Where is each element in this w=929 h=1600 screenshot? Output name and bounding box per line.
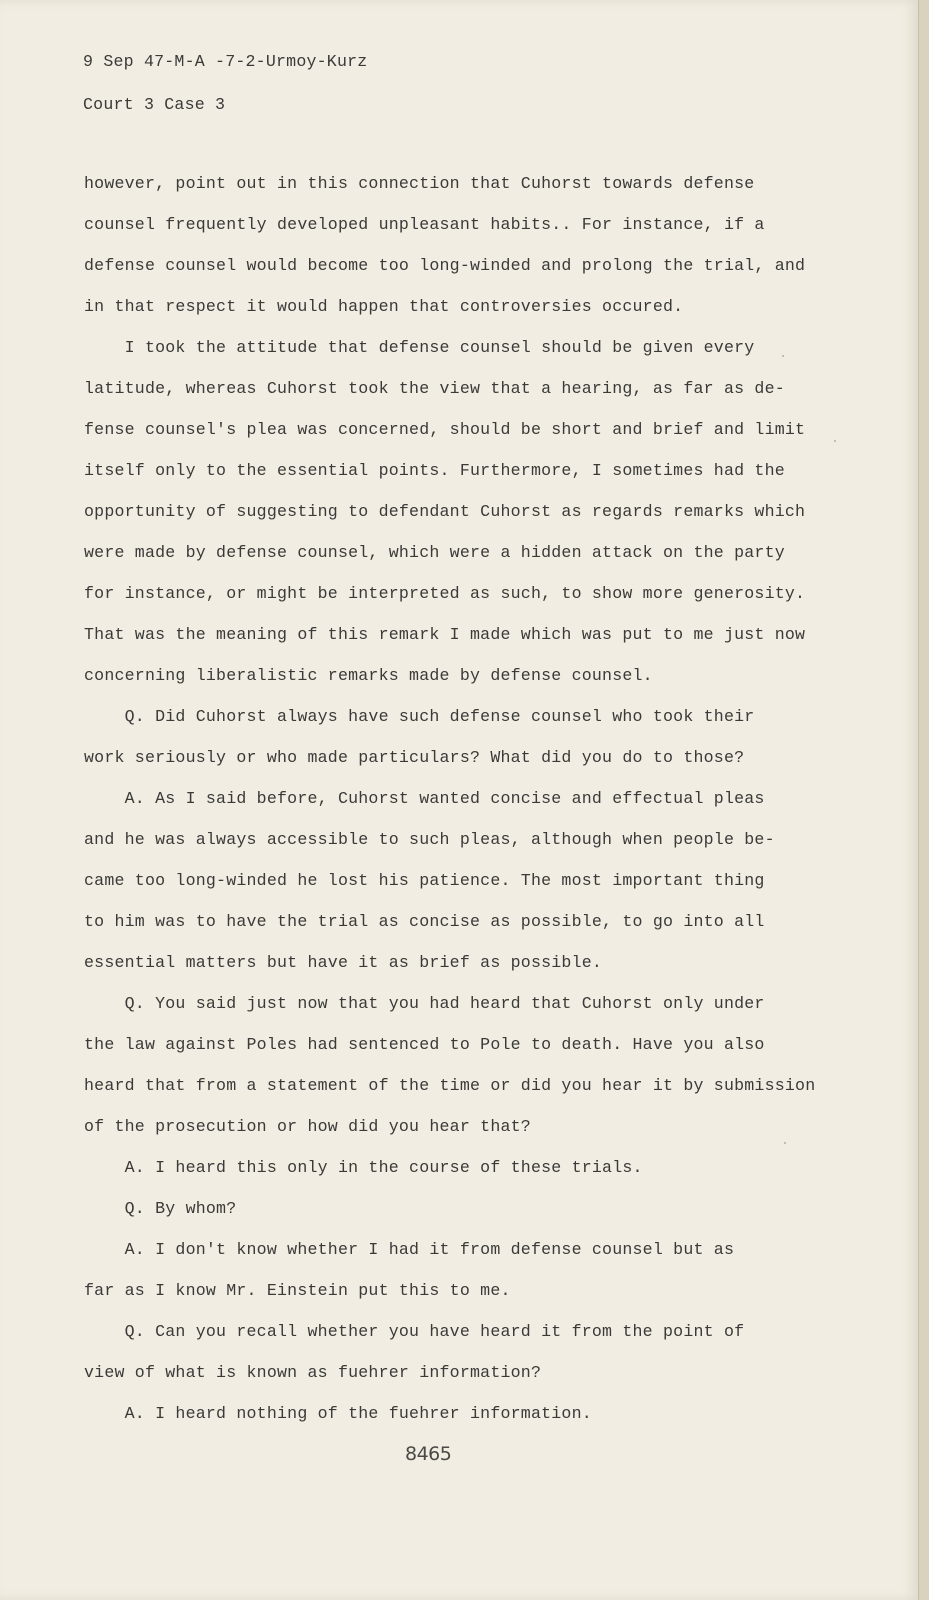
paper-speck (784, 1142, 786, 1144)
text-line: A. I heard this only in the course of these trials. (84, 1158, 643, 1177)
paper-speck (782, 355, 784, 357)
text-line: came too long-winded he lost his patience. The most important thing (84, 871, 765, 890)
paper-speck (834, 440, 836, 442)
text-line: A. I don't know whether I had it from defense counsel but as (84, 1240, 735, 1259)
text-line: Q. Did Cuhorst always have such defense counsel who took their (84, 707, 755, 726)
text-line: view of what is known as fuehrer information? (84, 1363, 542, 1382)
text-line: however, point out in this connection that Cuhorst towards defense (84, 174, 755, 193)
text-line: of the prosecution or how did you hear that? (84, 1117, 531, 1136)
text-line: and he was always accessible to such pleas, although when people be- (84, 830, 775, 849)
text-line: A. As I said before, Cuhorst wanted concise and effectual pleas (84, 789, 765, 808)
text-line: the law against Poles had sentenced to Pole to death. Have you also (84, 1035, 765, 1054)
header-reference: 9 Sep 47-M-A -7-2-Urmoy-Kurz (83, 52, 368, 71)
text-line: work seriously or who made particulars? What did you do to those? (84, 748, 745, 767)
text-line: for instance, or might be interpreted as such, to show more generosity. (84, 584, 806, 603)
text-line: That was the meaning of this remark I made which was put to me just now (84, 625, 806, 644)
text-line: A. I heard nothing of the fuehrer information. (84, 1404, 592, 1423)
text-line: fense counsel's plea was concerned, should be short and brief and limit (84, 420, 806, 439)
text-line: Q. You said just now that you had heard that Cuhorst only under (84, 994, 765, 1013)
header-court-case: Court 3 Case 3 (83, 95, 226, 114)
text-line: counsel frequently developed unpleasant habits.. For instance, if a (84, 215, 765, 234)
text-line: defense counsel would become too long-winded and prolong the trial, and (84, 256, 806, 275)
text-line: far as I know Mr. Einstein put this to me. (84, 1281, 511, 1300)
text-line: opportunity of suggesting to defendant Cuhorst as regards remarks which (84, 502, 806, 521)
text-line: latitude, whereas Cuhorst took the view that a hearing, as far as de- (84, 379, 785, 398)
text-line: essential matters but have it as brief as possible. (84, 953, 603, 972)
text-line: I took the attitude that defense counsel should be given every (84, 338, 755, 357)
text-line: were made by defense counsel, which were a hidden attack on the party (84, 543, 785, 562)
text-line: heard that from a statement of the time or did you hear it by submission (84, 1076, 816, 1095)
text-line: Q. By whom? (84, 1199, 237, 1218)
text-line: Q. Can you recall whether you have heard it from the point of (84, 1322, 745, 1341)
text-line: concerning liberalistic remarks made by defense counsel. (84, 666, 653, 685)
text-line: in that respect it would happen that controversies occured. (84, 297, 684, 316)
page-number: 8465 (405, 1443, 452, 1465)
text-line: to him was to have the trial as concise as possible, to go into all (84, 912, 765, 931)
text-line: itself only to the essential points. Furthermore, I sometimes had the (84, 461, 785, 480)
